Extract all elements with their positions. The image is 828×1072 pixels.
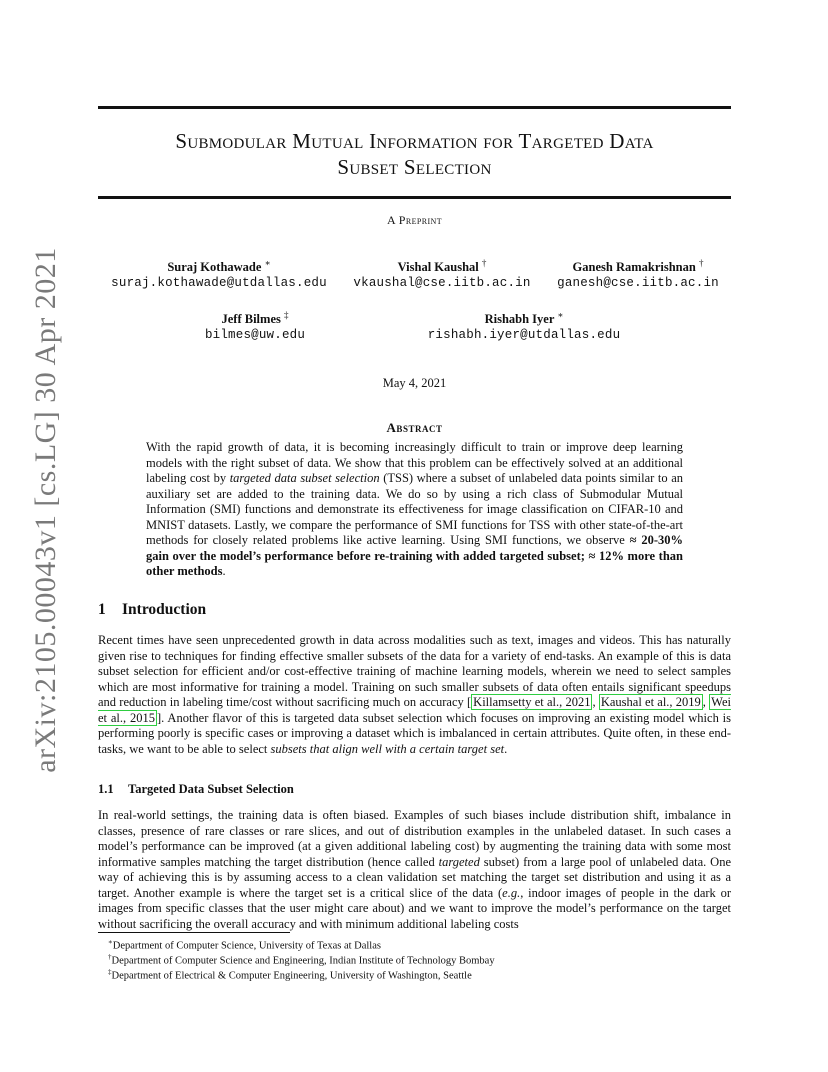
author-mark: † <box>481 258 487 268</box>
author-block <box>546 256 730 291</box>
section-number: 1 <box>98 601 106 618</box>
abstract-emphasis: targeted data subset selection <box>229 471 380 485</box>
footnote-mark: ‡ <box>108 968 112 976</box>
section-heading <box>98 601 206 619</box>
citation-link[interactable]: Killamsetty et al., 2021 <box>473 695 591 709</box>
subsection-number: 1.1 <box>98 782 114 796</box>
subsection-heading <box>98 782 294 797</box>
paragraph-text: . <box>504 741 508 756</box>
abstract-body <box>146 440 683 580</box>
author-name: Rishabh Iyer <box>484 312 555 327</box>
footnote-rule <box>98 932 290 933</box>
footnote-text: Department of Computer Science and Engineering, Indian Institute of Technology Bombay <box>111 955 495 967</box>
author-email[interactable]: suraj.kothawade@utdallas.edu <box>111 276 327 291</box>
intro-paragraph <box>98 633 731 757</box>
citation-separator: , <box>702 695 710 709</box>
footnote-text: Department of Computer Science, University of Texas at Dallas <box>112 940 381 952</box>
author-block <box>170 308 340 343</box>
abstract-text: With the rapid growth of data, it is becoming increasingly difficult to train or improve deep learning models with the right subset of data. We show that this problem can be effectively solved at an additional labeling cost by <box>146 440 683 485</box>
author-email[interactable]: vkaushal@cse.iitb.ac.in <box>353 276 531 291</box>
paragraph-emphasis: targeted <box>438 854 480 869</box>
paragraph-text: , indoor images of people in the dark or images from specific classes that the user might care about) and we want to improve the model’s performance on the target without sacrificing the overall accuracy and with minimum additional labeling costs <box>98 885 731 931</box>
citation-separator: , <box>592 695 599 709</box>
tss-paragraph <box>98 808 731 932</box>
citation-link[interactable]: Kaushal et al., 2019 <box>600 695 701 709</box>
author-email[interactable]: ganesh@cse.iitb.ac.in <box>557 276 719 291</box>
paragraph-emphasis: e.g. <box>502 885 521 900</box>
author-block <box>410 308 638 343</box>
paragraph-text: Recent times have seen unprecedented growth in data across modalities such as text, images and videos. This has naturally given rise to techniques for finding effective smaller subsets of the data for a variety of end-tasks. An example of this is data subset selection for efficient and/or cost-effective training of machine learning models, wherein we need to select samples which are most informative for training a model. Training on such smaller subsets of data often entails significant speedups and reduction in labeling time/cost without sacrificing much on accuracy [ <box>98 633 731 709</box>
paragraph-emphasis: subsets that align well with a certain target set <box>270 741 505 756</box>
author-block <box>100 256 338 291</box>
author-block <box>342 256 542 291</box>
author-mark: ‡ <box>283 310 289 320</box>
author-mark: † <box>698 258 704 268</box>
paper-title <box>98 128 731 180</box>
paper-date: May 4, 2021 <box>382 376 447 390</box>
title-top-rule <box>98 106 731 109</box>
author-mark: ∗ <box>557 310 564 320</box>
section-title: Introduction <box>122 601 207 618</box>
title-line-2: Subset Selection <box>337 155 492 179</box>
author-email[interactable]: rishabh.iyer@utdallas.edu <box>427 328 621 343</box>
footnote-text: Department of Electrical & Computer Engineering, University of Washington, Seattle <box>111 970 472 982</box>
paragraph-text: In real-world settings, the training data is often biased. Examples of such biases include distribution shift, imbalance in classes, presence of rare classes or rare slices, and out of distribution examples in the unlabeled dataset. In such cases a model’s performance can be improved (at a given additional labeling cost) by augmenting the training data with some most informative samples matching the target distribution (hence called <box>98 808 731 869</box>
paragraph-text: ]. Another flavor of this is targeted data subset selection which focuses on improving an existing model which is performing poorly is specific cases or improving a dataset which is imbalanced in certain attributes. Quite often, in these end-tasks, we want to be able to select <box>98 710 731 756</box>
author-mark: ∗ <box>264 258 271 268</box>
preprint-label: A Preprint <box>386 213 442 227</box>
paragraph-text: subset) from a large pool of unlabeled data. One way of achieving this is by assuming access to a clean validation set matching the target set distribution and using it as a target. Another example is where the target set is a critical slice of the data ( <box>98 854 732 900</box>
title-line-1: Submodular Mutual Information for Targeted Data <box>175 129 654 153</box>
author-name: Ganesh Ramakrishnan <box>572 260 696 275</box>
author-name: Jeff Bilmes <box>221 312 281 327</box>
author-name: Vishal Kaushal <box>397 260 479 275</box>
abstract-text: (TSS) where a subset of unlabeled data points similar to an auxiliary set are added to the training data. We do so by using a rich class of Submodular Mutual Information (SMI) functions and demonstrate its effectiveness for image classification on CIFAR-10 and MNIST datasets. Lastly, we compare the performance of SMI functions for TSS with other state-of-the-art methods for closely related problems like active learning. Using SMI functions, we observe <box>146 471 683 547</box>
abstract-text: . <box>222 564 226 578</box>
author-email[interactable]: bilmes@uw.edu <box>204 328 306 343</box>
footnote-mark: † <box>108 953 112 961</box>
footnote-mark: ∗ <box>108 938 113 946</box>
subsection-title: Targeted Data Subset Selection <box>128 782 294 796</box>
citation-link[interactable]: Wei et al., 2015 <box>98 695 731 725</box>
arxiv-id: arXiv:2105.00043v1 [cs.LG] 30 Apr 2021 <box>29 247 62 773</box>
title-bottom-rule <box>98 196 731 199</box>
abstract-bold-result: ≈ 20-30% gain over the model’s performance before re-training with added targeted subset; ≈ 12% more than other methods <box>146 533 684 578</box>
footnote <box>108 965 728 984</box>
author-name: Suraj Kothawade <box>167 260 262 275</box>
abstract-heading: Abstract <box>386 420 443 435</box>
